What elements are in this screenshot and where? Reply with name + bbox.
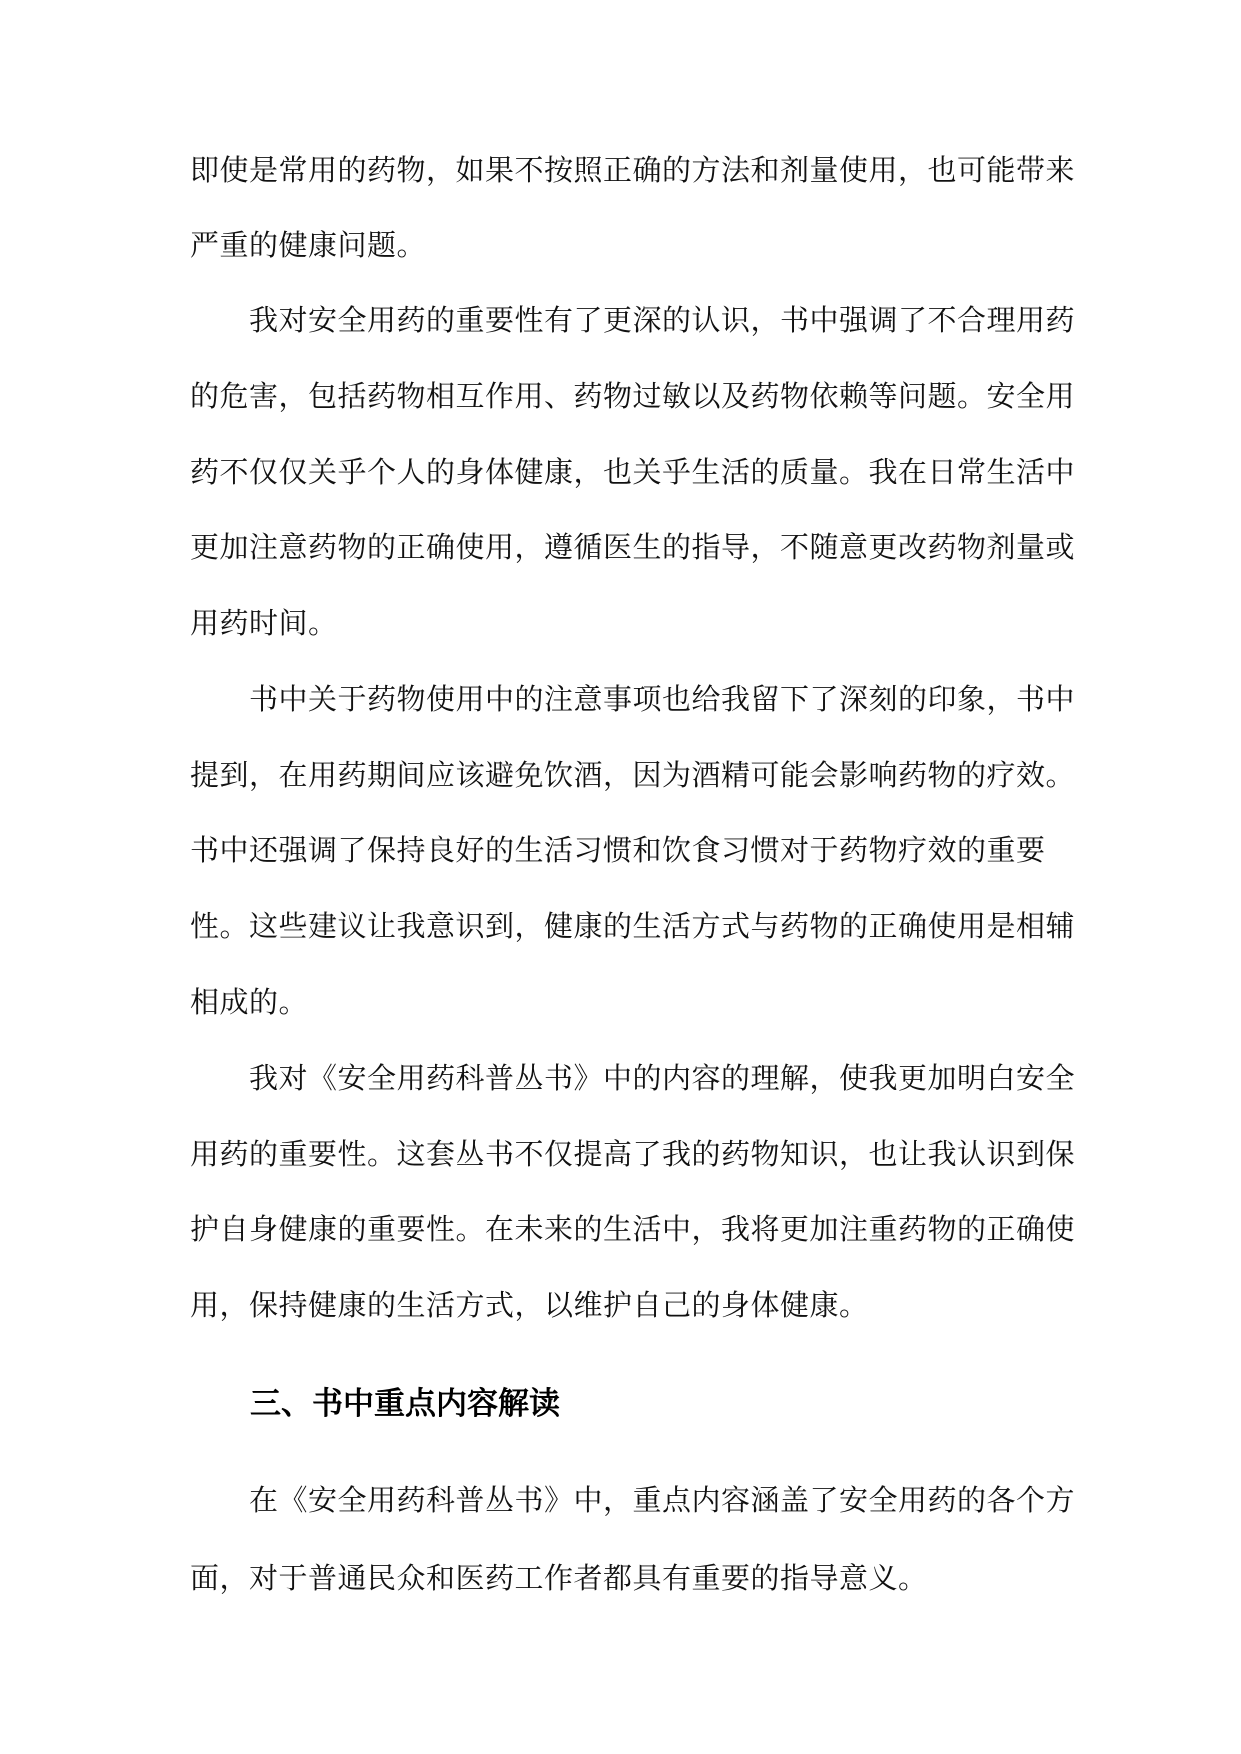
paragraph-1-line-2: 严重的健康问题。	[190, 228, 427, 262]
paragraph-3-line-2: 提到，在用药期间应该避免饮酒，因为酒精可能会影响药物的疗效。	[190, 758, 1076, 792]
paragraph-1-line-1: 即使是常用的药物，如果不按照正确的方法和剂量使用，也可能带来	[190, 153, 1076, 187]
paragraph-4-line-1: 我对《安全用药科普丛书》中的内容的理解，使我更加明白安全	[190, 1061, 1076, 1095]
section-heading: 三、书中重点内容解读	[250, 1386, 560, 1422]
paragraph-2-line-1: 我对安全用药的重要性有了更深的认识，书中强调了不合理用药	[190, 303, 1076, 337]
paragraph-3-line-1: 书中关于药物使用中的注意事项也给我留下了深刻的印象，书中	[190, 682, 1076, 716]
paragraph-2-line-4: 更加注意药物的正确使用，遵循医生的指导，不随意更改药物剂量或	[190, 530, 1076, 564]
paragraph-2-line-2: 的危害，包括药物相互作用、药物过敏以及药物依赖等问题。安全用	[190, 379, 1076, 413]
closing-paragraph-line-2: 面，对于普通民众和医药工作者都具有重要的指导意义。	[190, 1561, 928, 1595]
paragraph-3-line-4: 性。这些建议让我意识到，健康的生活方式与药物的正确使用是相辅	[190, 909, 1076, 943]
paragraph-4-line-3: 护自身健康的重要性。在未来的生活中，我将更加注重药物的正确使	[190, 1212, 1076, 1246]
closing-paragraph-line-1: 在《安全用药科普丛书》中，重点内容涵盖了安全用药的各个方	[190, 1483, 1076, 1517]
paragraph-3-line-5: 相成的。	[190, 985, 309, 1019]
paragraph-3-line-3: 书中还强调了保持良好的生活习惯和饮食习惯对于药物疗效的重要	[190, 833, 1046, 867]
paragraph-4-line-2: 用药的重要性。这套丛书不仅提高了我的药物知识，也让我认识到保	[190, 1137, 1076, 1171]
paragraph-2-line-5: 用药时间。	[190, 606, 338, 640]
paragraph-4-line-4: 用，保持健康的生活方式，以维护自己的身体健康。	[190, 1288, 869, 1322]
paragraph-2-line-3: 药不仅仅关乎个人的身体健康，也关乎生活的质量。我在日常生活中	[190, 455, 1076, 489]
